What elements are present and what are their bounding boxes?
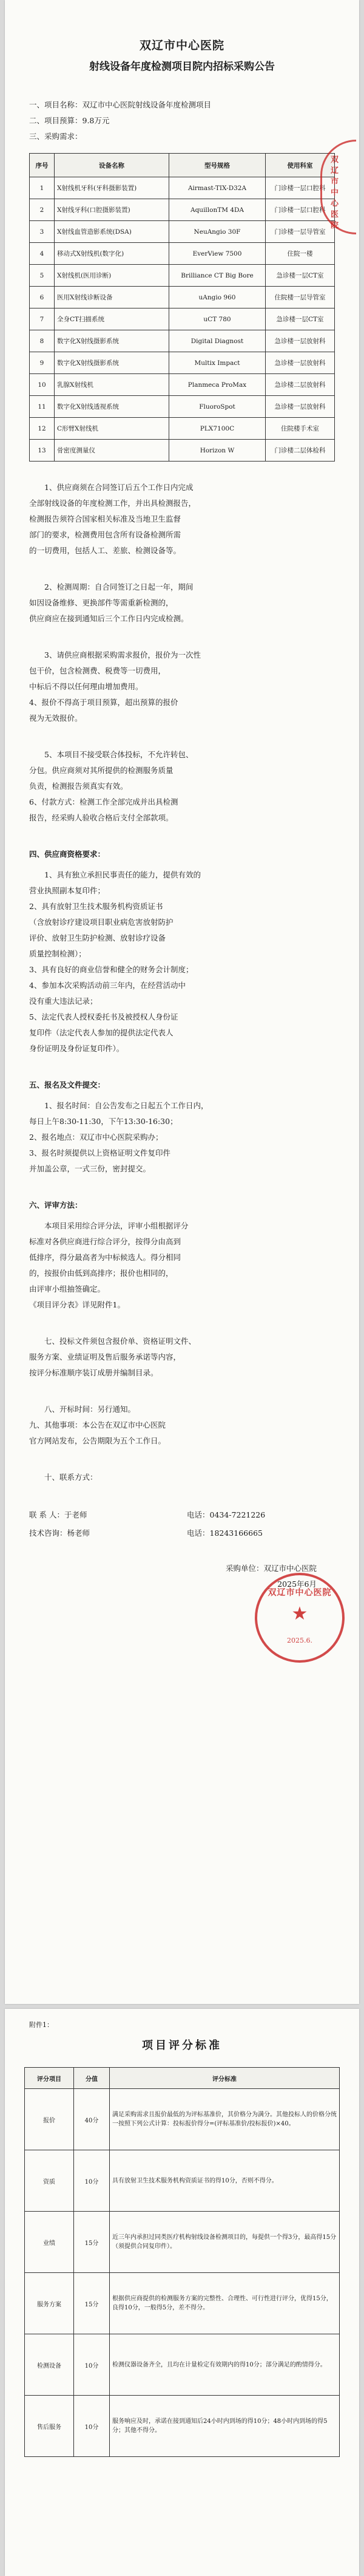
table-row — [25, 2273, 340, 2334]
contact-person: 联 系 人：于老师 — [29, 1510, 87, 1519]
text-line: 的一切费用，包括人工、差旅、检测设备等。 — [29, 546, 181, 555]
text-line: 并加盖公章，一式三份，密封提交。 — [29, 1164, 151, 1173]
table-cell: 8 — [30, 330, 55, 352]
intro-section — [5, 97, 359, 145]
table-cell: 服务方案 — [25, 2273, 74, 2334]
issuer-date: 2025年6月 — [277, 1579, 317, 1589]
text-line: 报告，经采购人验收合格后支付全部款项。 — [29, 813, 174, 822]
text-line: 如因设备维修、更换部件等需重新检测的， — [29, 598, 174, 607]
text-line: 身份证明及身份证复印件）。 — [29, 1044, 124, 1053]
text-line: 官方网站发布，公告期限为五个工作日。 — [29, 1436, 166, 1445]
column-header: 评分标准 — [110, 2068, 340, 2089]
table-cell: 检测设备 — [25, 2334, 74, 2396]
table-cell: 13 — [30, 440, 55, 462]
section-paragraph — [5, 480, 359, 559]
table-cell: 近三年内承担过同类医疗机构射线设备检测项目的，每提供一个得3分，最高得15分（须提供合同复印件）。 — [110, 2212, 340, 2273]
table-cell: 数字化X射线摄影系统 — [55, 330, 169, 352]
text-line: 检测报告须符合国家相关标准及当地卫生监督 — [29, 514, 181, 523]
contact-person: 技术咨询：杨老师 — [29, 1528, 90, 1538]
column-header: 分值 — [74, 2068, 110, 2089]
table-cell: 15分 — [74, 2212, 110, 2273]
evaluation-page — [5, 2009, 359, 2576]
table-row — [30, 287, 335, 308]
section-paragraph — [5, 579, 359, 627]
table-cell: 11 — [30, 396, 55, 418]
table-row — [25, 2089, 340, 2150]
table-cell: 15分 — [74, 2273, 110, 2334]
text-line: 营业执照副本复印件； — [29, 886, 106, 895]
table-cell: Airmast-TIX-D32A — [169, 177, 266, 199]
equipment-table-header — [30, 154, 335, 177]
table-cell: 移动式X射线机(数字化) — [55, 243, 169, 265]
document-subtitle: 射线设备年度检测项目院内招标采购公告 — [89, 61, 275, 73]
equipment-table — [29, 153, 335, 462]
table-cell: 12 — [30, 418, 55, 440]
table-cell: 业绩 — [25, 2212, 74, 2273]
table-cell: 6 — [30, 287, 55, 308]
table-cell: NeuAngio 30F — [169, 221, 266, 243]
table-cell: PLX7100C — [169, 418, 266, 440]
table-cell: 资质 — [25, 2150, 74, 2212]
column-header: 序号 — [30, 154, 55, 177]
equipment-table-body — [30, 177, 335, 462]
table-row — [25, 2334, 340, 2396]
document-header — [5, 0, 359, 97]
table-cell: 急诊楼一层CT室 — [266, 265, 335, 287]
seal-date: 2025.6. — [287, 1637, 312, 1644]
table-row — [25, 2212, 340, 2273]
text-line: 质量控制检测）； — [29, 949, 86, 958]
evaluation-table — [24, 2067, 340, 2457]
text-line: 九、其他事项：本公告在双辽市中心医院 — [29, 1420, 166, 1429]
text-line: 复印件（法定代表人参加的提供法定代表人 — [29, 1028, 174, 1037]
text-line: 3、具有良好的商业信誉和健全的财务会计制度； — [29, 965, 194, 974]
table-cell: 急诊楼一层放射科 — [266, 352, 335, 374]
text-line: 《项目评分表》详见附件1。 — [29, 1300, 125, 1309]
text-line: 4、参加本次采购活动前三年内，在经营活动中 — [29, 981, 186, 990]
table-cell: 乳腺X射线机 — [55, 374, 169, 396]
column-header: 使用科室 — [266, 154, 335, 177]
section-paragraph — [5, 867, 359, 1057]
table-cell: uAngio 960 — [169, 287, 266, 308]
text-line: 负责，检测报告须真实有效。 — [29, 782, 128, 791]
table-cell: Multix Impact — [169, 352, 266, 374]
text-line: 评价、放射卫生防护检测、放射诊疗设备 — [29, 933, 166, 942]
intro-line: 二、项目预算：9.8万元 — [29, 116, 110, 125]
notice-body — [5, 480, 359, 1485]
text-line: 1、供应商须在合同签订后五个工作日内完成 — [44, 483, 194, 492]
text-line: 按评分标准顺序装订成册并编制目录。 — [29, 1368, 158, 1377]
table-cell: 医用X射线诊断设备 — [55, 287, 169, 308]
table-cell: 满足采购需求且报价最低的为评标基准价，其价格分为满分。其他投标人的价格分统一按照下列公式计算：投标报价得分=(评标基准价/投标报价)×40。 — [110, 2089, 340, 2150]
table-cell: 门诊楼一层口腔科 — [266, 199, 335, 221]
section-paragraph — [5, 747, 359, 826]
table-cell: AquillonTM 4DA — [169, 199, 266, 221]
evaluation-title: 项目评分标准 — [142, 2039, 222, 2052]
text-line: 本项目采用综合评分法，评审小组根据评分 — [44, 1221, 189, 1230]
text-line: 供应商应在接到通知后三个工作日内完成检测。 — [29, 614, 189, 623]
table-row — [30, 243, 335, 265]
table-cell: X射线机牙科(牙科摄影装置) — [55, 177, 169, 199]
column-header: 评分项目 — [25, 2068, 74, 2089]
contact-row — [29, 1524, 335, 1542]
table-cell: 全身CT扫描系统 — [55, 308, 169, 330]
table-cell: 7 — [30, 308, 55, 330]
text-line: 八、开标时间：另行通知。 — [44, 1405, 136, 1414]
table-cell: 住院楼一层导管室 — [266, 287, 335, 308]
table-row — [25, 2396, 340, 2457]
seal-star-icon: ★ — [291, 1603, 308, 1624]
table-cell: 检测仪器设备齐全，且均在计量检定有效期内的得10分；部分满足的酌情得分。 — [110, 2334, 340, 2396]
table-cell: 报价 — [25, 2089, 74, 2150]
text-line: 2、检测周期：自合同签订之日起一年，期间 — [44, 582, 194, 591]
section-paragraph — [5, 1334, 359, 1381]
table-cell: 具有放射卫生技术服务机构资质证书的得10分，否则不得分。 — [110, 2150, 340, 2212]
table-cell: 数字化X射线透视系统 — [55, 396, 169, 418]
table-cell: 9 — [30, 352, 55, 374]
table-row — [30, 199, 335, 221]
text-line: 的，按报价由低到高排序；报价也相同的， — [29, 1269, 174, 1278]
table-cell: FluoroSpot — [169, 396, 266, 418]
table-cell: 根据供应商提供的检测服务方案的完整性、合理性、可行性进行评分，优得15分，良得10分，一般得5分，差不得分。 — [110, 2273, 340, 2334]
side-seal-text: 双辽市中心医院 — [331, 155, 339, 230]
text-line: 每日上午8:30-11:30，下午13:30-16:30； — [29, 1117, 178, 1126]
text-line: 五、报名及文件提交： — [29, 1080, 106, 1089]
column-header: 型号规格 — [169, 154, 266, 177]
text-line: 3、请供应商根据采购需求报价，报价为一次性 — [44, 650, 201, 659]
table-cell: Brilliance CT Big Bore — [169, 265, 266, 287]
table-cell: 住院一楼 — [266, 243, 335, 265]
evaluation-table-header — [25, 2068, 340, 2089]
table-cell: 40分 — [74, 2089, 110, 2150]
table-cell: 3 — [30, 221, 55, 243]
table-cell: Horizon W — [169, 440, 266, 462]
table-cell: 门诊楼二层体检科 — [266, 440, 335, 462]
section-heading — [5, 1198, 359, 1213]
text-line: 3、报名时须提供以上资格证明文件复印件 — [29, 1148, 170, 1157]
attachment-label: 附件1： — [29, 2021, 53, 2029]
table-cell: X射线牙科(口腔摄影装置) — [55, 199, 169, 221]
text-line: 视为无效报价。 — [29, 714, 83, 723]
section-heading — [5, 847, 359, 862]
section-paragraph — [5, 1470, 359, 1485]
text-line: 部门的要求，检测费用包含所有设备检测所需 — [29, 530, 181, 539]
table-cell: 骨密度测量仪 — [55, 440, 169, 462]
table-cell: 急诊楼一层放射科 — [266, 396, 335, 418]
text-line: 1、具有独立承担民事责任的能力，提供有效的 — [44, 870, 201, 879]
table-cell: 售后服务 — [25, 2396, 74, 2457]
table-cell: EverView 7500 — [169, 243, 266, 265]
table-row — [30, 330, 335, 352]
text-line: 包干价，包含检测费、税费等一切费用， — [29, 666, 166, 675]
table-row — [25, 2150, 340, 2212]
table-row — [30, 440, 335, 462]
text-line: 低排序，得分最高者为中标候选人。得分相同 — [29, 1253, 181, 1262]
text-line: 4、报价不得高于项目预算，超出预算的报价 — [29, 698, 178, 707]
text-line: 由评审小组抽签确定。 — [29, 1284, 106, 1293]
table-cell: 门诊楼一层导管室 — [266, 221, 335, 243]
table-cell: 10分 — [74, 2150, 110, 2212]
table-cell: 住院楼手术室 — [266, 418, 335, 440]
column-header: 设备名称 — [55, 154, 169, 177]
table-row — [30, 221, 335, 243]
table-cell: C形臂X射线机 — [55, 418, 169, 440]
table-cell: X射线血管造影系统(DSA) — [55, 221, 169, 243]
text-line: 服务方案、业绩证明及售后服务承诺等内容， — [29, 1352, 181, 1361]
contact-phone: 电话：18243166665 — [187, 1528, 263, 1538]
seal-text: 双辽市中心医院 — [268, 1588, 332, 1598]
table-cell: 10 — [30, 374, 55, 396]
text-line: 1、报名时间：自公告发布之日起五个工作日内， — [44, 1101, 209, 1110]
section-paragraph — [5, 1402, 359, 1449]
notice-page — [5, 0, 359, 2004]
table-row — [30, 308, 335, 330]
table-cell: Digital Diagnost — [169, 330, 266, 352]
table-cell: 10分 — [74, 2396, 110, 2457]
table-cell: 10分 — [74, 2334, 110, 2396]
intro-line: 三、采购需求： — [29, 132, 83, 141]
contact-row — [29, 1506, 335, 1524]
section-paragraph — [5, 647, 359, 726]
text-line: 分包。供应商须对其所提供的检测服务质量 — [29, 766, 174, 775]
text-line: （含放射诊疗建设项目职业病危害放射防护 — [29, 918, 174, 927]
document-title: 双辽市中心医院 — [139, 39, 224, 52]
text-line: 2、报名地点：双辽市中心医院采购办； — [29, 1133, 163, 1142]
text-line: 5、法定代表人授权委托书及被授权人身份证 — [29, 1012, 178, 1021]
text-line: 5、本项目不接受联合体投标，不允许转包、 — [44, 750, 194, 759]
table-row — [30, 418, 335, 440]
section-heading — [5, 1077, 359, 1093]
section-paragraph — [5, 1098, 359, 1177]
table-row — [30, 352, 335, 374]
table-cell: uCT 780 — [169, 308, 266, 330]
text-line: 四、供应商资格要求： — [29, 850, 106, 859]
text-line: 标准对各供应商进行综合评分，按得分由高到 — [29, 1237, 181, 1246]
issuer-name: 采购单位：双辽市中心医院 — [225, 1564, 317, 1573]
table-row — [30, 396, 335, 418]
intro-line: 一、项目名称：双辽市中心医院射线设备年度检测项目 — [29, 100, 212, 109]
table-row — [30, 265, 335, 287]
text-line: 六、评审方法： — [29, 1201, 83, 1210]
text-line: 没有重大违法记录； — [29, 997, 98, 1006]
section-paragraph — [5, 1218, 359, 1313]
text-line: 全部射线设备的年度检测工作，并出具检测报告， — [29, 499, 197, 508]
table-cell: 2 — [30, 199, 55, 221]
contact-phone: 电话：0434-7221226 — [187, 1510, 266, 1519]
table-cell: 服务响应及时，承诺在接到通知后24小时内到场的得10分；48小时内到场的得5分；其他不得分。 — [110, 2396, 340, 2457]
table-cell: 急诊楼一层CT室 — [266, 308, 335, 330]
text-line: 中标后不得以任何理由增加费用。 — [29, 682, 143, 691]
table-cell: 5 — [30, 265, 55, 287]
table-cell: 急诊楼二层放射科 — [266, 374, 335, 396]
table-row — [30, 374, 335, 396]
table-cell: 急诊楼一层放射科 — [266, 330, 335, 352]
table-row — [30, 177, 335, 199]
text-line: 七、投标文件须包含报价单、资格证明文件、 — [44, 1337, 197, 1346]
table-cell: 数字化X射线摄影系统 — [55, 352, 169, 374]
table-cell: 门诊楼一层口腔科 — [266, 177, 335, 199]
text-line: 十、联系方式： — [44, 1473, 98, 1482]
table-cell: 4 — [30, 243, 55, 265]
hospital-seal — [255, 1573, 345, 1663]
table-cell: X射线机(医用诊断) — [55, 265, 169, 287]
text-line: 2、具有放射卫生技术服务机构资质证书 — [29, 902, 163, 911]
table-cell: Planmeca ProMax — [169, 374, 266, 396]
table-cell: 1 — [30, 177, 55, 199]
contact-block — [5, 1506, 359, 1542]
evaluation-table-body — [25, 2089, 340, 2457]
text-line: 6、付款方式：检测工作全部完成并出具检测 — [29, 797, 178, 806]
